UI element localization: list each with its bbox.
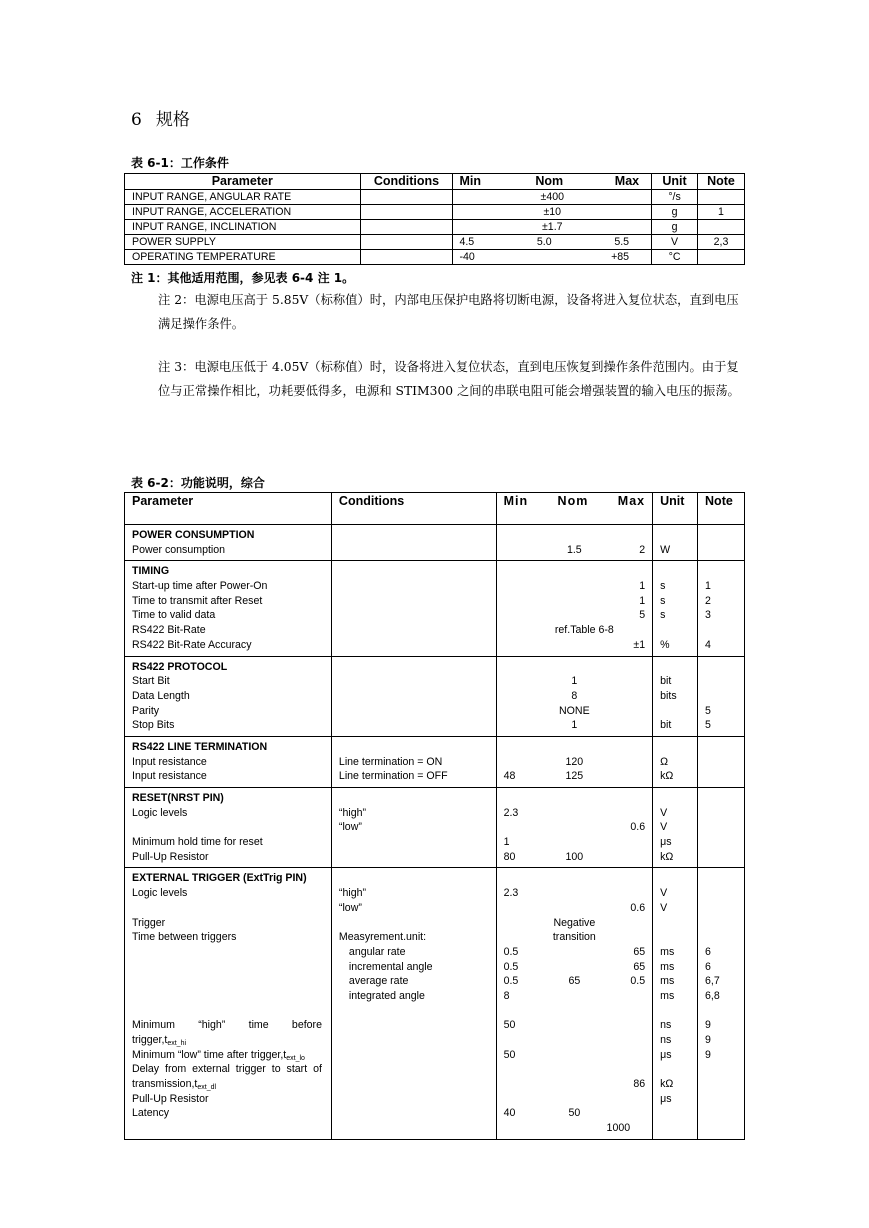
- label-subscript: ext_hi: [167, 1040, 187, 1047]
- cell-max: +85: [611, 251, 630, 263]
- cell-unit: [653, 561, 698, 656]
- value-min: 1: [503, 836, 510, 849]
- word: start: [286, 1063, 308, 1076]
- value-unit: μs: [660, 1048, 672, 1061]
- word: of: [313, 1063, 322, 1076]
- param-label-min-high: [132, 1018, 322, 1033]
- label-text: trigger,t: [132, 1034, 168, 1046]
- header-unit: Unit: [652, 174, 698, 190]
- section-heading: [131, 105, 190, 130]
- value-note: 9: [705, 1019, 711, 1032]
- functional-description-table: [124, 492, 745, 1140]
- value-unit: V: [660, 887, 668, 900]
- word: before: [291, 1019, 322, 1032]
- value-unit: s: [660, 580, 666, 593]
- value-unit: μs: [660, 1092, 672, 1105]
- param-label: Pull-Up Resistor: [132, 850, 209, 863]
- value-min: 0.5: [503, 960, 519, 973]
- cell-note: [698, 561, 745, 656]
- header-note: Note: [698, 493, 745, 525]
- value-nom: 1: [571, 719, 578, 732]
- section-title: 规格: [155, 110, 190, 130]
- value-min: 2.3: [503, 806, 519, 819]
- value-min: 80: [503, 850, 516, 863]
- table2-caption: 表 6-2：功能说明，综合: [131, 476, 265, 490]
- cell-note: 2,3: [698, 235, 745, 250]
- cell-unit: [653, 868, 698, 1139]
- value-nom: ref.Table 6-8: [554, 624, 614, 637]
- condition-label: “high”: [338, 887, 367, 900]
- header-conditions: Conditions: [331, 493, 496, 525]
- cell-unit: °/s: [652, 190, 698, 205]
- value-max: 65: [633, 960, 646, 973]
- value-min: 40: [503, 1107, 516, 1120]
- cell-parameter: [125, 561, 332, 656]
- cell-unit: [653, 788, 698, 868]
- cell-parameter: INPUT RANGE, ANGULAR RATE: [125, 190, 361, 205]
- header-conditions: Conditions: [360, 174, 453, 190]
- value-nom: 1: [571, 675, 578, 688]
- table-section-timing: [125, 561, 745, 656]
- word: time: [248, 1019, 269, 1032]
- param-label: Trigger: [132, 916, 166, 929]
- value-note: 5: [705, 719, 711, 732]
- cell-unit: [653, 656, 698, 736]
- value-max: 5: [639, 609, 646, 622]
- cell-conditions: [331, 561, 496, 656]
- word: external: [192, 1063, 230, 1076]
- value-unit: ms: [660, 989, 675, 1002]
- value-unit: ms: [660, 945, 675, 958]
- cell-conditions: [360, 235, 453, 250]
- header-unit: Unit: [653, 493, 698, 525]
- value-note: 2: [705, 594, 711, 607]
- value-unit: s: [660, 609, 666, 622]
- value-note: 6: [705, 960, 711, 973]
- cell-parameter: INPUT RANGE, INCLINATION: [125, 220, 361, 235]
- table-section-trigger: [125, 868, 745, 1139]
- condition-label: integrated angle: [348, 989, 425, 1002]
- table-section-power: [125, 525, 745, 561]
- value-nom: 8: [571, 689, 578, 702]
- value-unit: ms: [660, 960, 675, 973]
- cell-unit: [653, 525, 698, 561]
- cell-min-nom-max: [453, 250, 652, 265]
- note-3: 注 3：电源电压低于 4.05V（标称值）时，设备将进入复位状态，直到电压恢复到操作条件范围内。由于复位与正常操作相比，功耗要低得多，电源和 STIM300 之间的串联电阻可能会增强装置的输入电压的振荡。: [158, 360, 740, 398]
- value-note: 9: [705, 1048, 711, 1061]
- table-section-termination: [125, 736, 745, 787]
- cell-conditions: [331, 868, 496, 1139]
- note-1: 注 1：其他适用范围，参见表 6-4 注 1。: [131, 271, 355, 285]
- section-title: RS422 PROTOCOL: [132, 660, 228, 673]
- value-note: 9: [705, 1034, 711, 1046]
- cell-nom: [516, 250, 573, 264]
- cell-min-nom-max: [496, 561, 653, 656]
- header-min: Min: [459, 174, 481, 188]
- cell-parameter: INPUT RANGE, ACCELERATION: [125, 205, 361, 220]
- value-nom: 50: [568, 1107, 581, 1120]
- param-label: RS422 Bit-Rate Accuracy: [132, 638, 252, 651]
- value-unit: V: [660, 901, 668, 914]
- param-label: Logic levels: [132, 887, 188, 900]
- cell-parameter: POWER SUPPLY: [125, 235, 361, 250]
- param-label: Minimum hold time for reset: [132, 836, 263, 849]
- section-number: 6: [131, 110, 142, 130]
- value-min: 48: [503, 770, 516, 783]
- cell-min-nom-max: [496, 736, 653, 787]
- value-max: 0.5: [630, 975, 646, 988]
- table-row: [125, 250, 745, 265]
- cell-min-nom-max: [496, 788, 653, 868]
- param-label: RS422 Bit-Rate: [132, 624, 206, 637]
- value-nom: 65: [568, 975, 581, 988]
- word: from: [165, 1063, 187, 1076]
- value-nom: Negative transition: [552, 916, 596, 944]
- cell-parameter: [125, 788, 332, 868]
- operating-conditions-table: [124, 173, 745, 265]
- cell-note: [698, 525, 745, 561]
- value-unit: bit: [660, 675, 672, 688]
- word: trigger: [235, 1063, 266, 1076]
- cell-unit: g: [652, 205, 698, 220]
- value-min: 50: [503, 1048, 516, 1061]
- value-note: 6,7: [705, 975, 720, 988]
- value-max: 2: [639, 543, 646, 556]
- label-subscript: ext_lo: [286, 1054, 305, 1062]
- value-min: 2.3: [503, 887, 519, 900]
- condition-label: incremental angle: [348, 960, 433, 973]
- param-label: Power consumption: [132, 543, 226, 556]
- cell-max: 5.5: [614, 236, 630, 248]
- cell-conditions: [331, 736, 496, 787]
- param-label: [132, 1033, 331, 1048]
- value-note: 4: [705, 638, 711, 651]
- value-unit: V: [660, 821, 668, 834]
- value-unit: μs: [660, 836, 672, 849]
- section-title: EXTERNAL TRIGGER (ExtTrig PIN): [132, 872, 307, 885]
- cell-note: [698, 656, 745, 736]
- param-label: Stop Bits: [132, 719, 175, 732]
- value-max: 1: [639, 594, 646, 607]
- header-parameter: Parameter: [125, 174, 361, 190]
- cell-unit: °C: [652, 250, 698, 265]
- value-max: ±1: [633, 638, 646, 651]
- table-header-row: [125, 174, 745, 190]
- header-note: Note: [698, 174, 745, 190]
- table-row: [125, 190, 745, 205]
- header-parameter: Parameter: [125, 493, 332, 525]
- word: to: [271, 1063, 281, 1076]
- param-label: Data Length: [132, 689, 190, 702]
- value-unit: ms: [660, 975, 675, 988]
- value-max: 65: [633, 945, 646, 958]
- value-note: 3: [705, 609, 711, 622]
- header-min-nom-max: [453, 174, 652, 190]
- param-label-delay: [132, 1062, 322, 1077]
- cell-note: [698, 190, 745, 205]
- word: “high”: [198, 1019, 226, 1032]
- table-row: [125, 205, 745, 220]
- label-text: transmission,t: [132, 1078, 198, 1091]
- header-max: Max: [614, 174, 640, 188]
- value-nom: 1.5: [566, 543, 582, 556]
- note-2: 注 2：电源电压高于 5.85V（标称值）时，内部电压保护电路将切断电源，设备将进入复位状态，直到电压满足操作条件。: [158, 293, 739, 331]
- cell-min-nom-max: [496, 656, 653, 736]
- cell-parameter: [125, 736, 332, 787]
- cell-note: [698, 220, 745, 235]
- cell-conditions: [360, 250, 453, 265]
- cell-unit: g: [652, 220, 698, 235]
- cell-note: [698, 736, 745, 787]
- cell-unit: V: [652, 235, 698, 250]
- cell-parameter: [125, 868, 332, 1139]
- cell-conditions: [331, 788, 496, 868]
- param-label: [132, 1048, 331, 1063]
- cell-conditions: [360, 220, 453, 235]
- value-note: 1: [705, 580, 711, 593]
- value-unit: W: [660, 543, 671, 556]
- header-nom: Nom: [535, 174, 564, 188]
- header-min: Min: [503, 494, 529, 508]
- param-label: Time between triggers: [132, 931, 237, 944]
- value-note: 5: [705, 704, 711, 717]
- value-unit: %: [660, 638, 670, 651]
- cell-min-nom-max: [496, 868, 653, 1139]
- table1-caption: 表 6-1：工作条件: [131, 156, 229, 170]
- condition-label: “high”: [338, 806, 367, 819]
- cell-range: ±10: [453, 205, 652, 220]
- value-min: 0.5: [503, 945, 519, 958]
- cell-min-nom-max: [496, 525, 653, 561]
- cell-conditions: [360, 190, 453, 205]
- cell-conditions: [331, 656, 496, 736]
- value-note: 6,8: [705, 989, 720, 1002]
- header-nom: Nom: [557, 494, 589, 508]
- value-note: 6: [705, 945, 711, 958]
- param-label: [132, 1077, 331, 1092]
- condition-label: “low”: [338, 901, 362, 914]
- section-title: TIMING: [132, 565, 170, 578]
- param-label: Logic levels: [132, 806, 188, 819]
- cell-parameter: OPERATING TEMPERATURE: [125, 250, 361, 265]
- cell-note: [698, 868, 745, 1139]
- param-label: Time to transmit after Reset: [132, 594, 263, 607]
- condition-label: Line termination = ON: [338, 755, 443, 768]
- cell-nom: 5.0: [536, 236, 552, 248]
- cell-parameter: [125, 525, 332, 561]
- table-row: [125, 235, 745, 250]
- condition-label: angular rate: [348, 945, 406, 958]
- param-label: Start Bit: [132, 675, 170, 688]
- value-unit: bit: [660, 719, 672, 732]
- value-unit: s: [660, 594, 666, 607]
- value-unit: kΩ: [660, 850, 674, 863]
- word: Minimum: [132, 1019, 175, 1032]
- param-label: Input resistance: [132, 755, 207, 768]
- cell-min: -40: [459, 251, 475, 263]
- value-unit: ns: [660, 1034, 672, 1046]
- table-section-protocol: [125, 656, 745, 736]
- cell-note: [698, 788, 745, 868]
- label-subscript: ext_dl: [197, 1084, 217, 1092]
- word: Delay: [132, 1063, 160, 1076]
- condition-label: “low”: [338, 821, 362, 834]
- value-max: 0.6: [630, 821, 646, 834]
- cell-min-nom-max: [453, 235, 652, 250]
- section-title: RESET(NRST PIN): [132, 792, 224, 804]
- section-title: RS422 LINE TERMINATION: [132, 740, 268, 753]
- param-label: Pull-Up Resistor: [132, 1092, 209, 1105]
- value-max: 0.6: [630, 901, 646, 914]
- cell-conditions: [360, 205, 453, 220]
- value-min: 0.5: [503, 975, 519, 988]
- value-unit: ns: [660, 1019, 672, 1032]
- value-min: 8: [503, 989, 510, 1002]
- section-title: POWER CONSUMPTION: [132, 529, 255, 541]
- table-section-reset: [125, 788, 745, 868]
- value-nom: 100: [565, 850, 584, 863]
- value-max: 1000: [606, 1122, 631, 1135]
- table-header-row: [125, 493, 745, 525]
- param-label: Input resistance: [132, 770, 207, 783]
- value-nom: 125: [565, 770, 584, 783]
- value-max: 86: [633, 1078, 646, 1091]
- cell-range: ±400: [453, 190, 652, 205]
- label-text: Minimum “low” time after trigger,t: [132, 1048, 287, 1061]
- value-nom: NONE: [559, 704, 590, 717]
- cell-unit: [653, 736, 698, 787]
- param-label: Start-up time after Power-On: [132, 580, 268, 593]
- header-min-nom-max: [496, 493, 653, 525]
- value-nom: 120: [565, 755, 584, 768]
- value-min: 50: [503, 1019, 516, 1032]
- param-label: Time to valid data: [132, 609, 216, 622]
- value-unit: bits: [660, 689, 677, 702]
- value-max: 1: [639, 580, 646, 593]
- table-row: [125, 220, 745, 235]
- value-unit: kΩ: [660, 770, 674, 783]
- cell-conditions: [331, 525, 496, 561]
- cell-parameter: [125, 656, 332, 736]
- condition-label: average rate: [348, 975, 409, 988]
- value-unit: kΩ: [660, 1078, 674, 1091]
- cell-min: 4.5: [459, 236, 475, 248]
- param-label: Latency: [132, 1107, 170, 1120]
- condition-label: Measyrement.unit:: [338, 931, 427, 944]
- cell-range: ±1.7: [453, 220, 652, 235]
- header-max: Max: [617, 494, 646, 508]
- cell-note: 1: [698, 205, 745, 220]
- cell-note: [698, 250, 745, 265]
- param-label: Parity: [132, 704, 160, 717]
- value-unit: Ω: [660, 755, 669, 768]
- condition-label: Line termination = OFF: [338, 770, 448, 783]
- value-unit: V: [660, 806, 668, 819]
